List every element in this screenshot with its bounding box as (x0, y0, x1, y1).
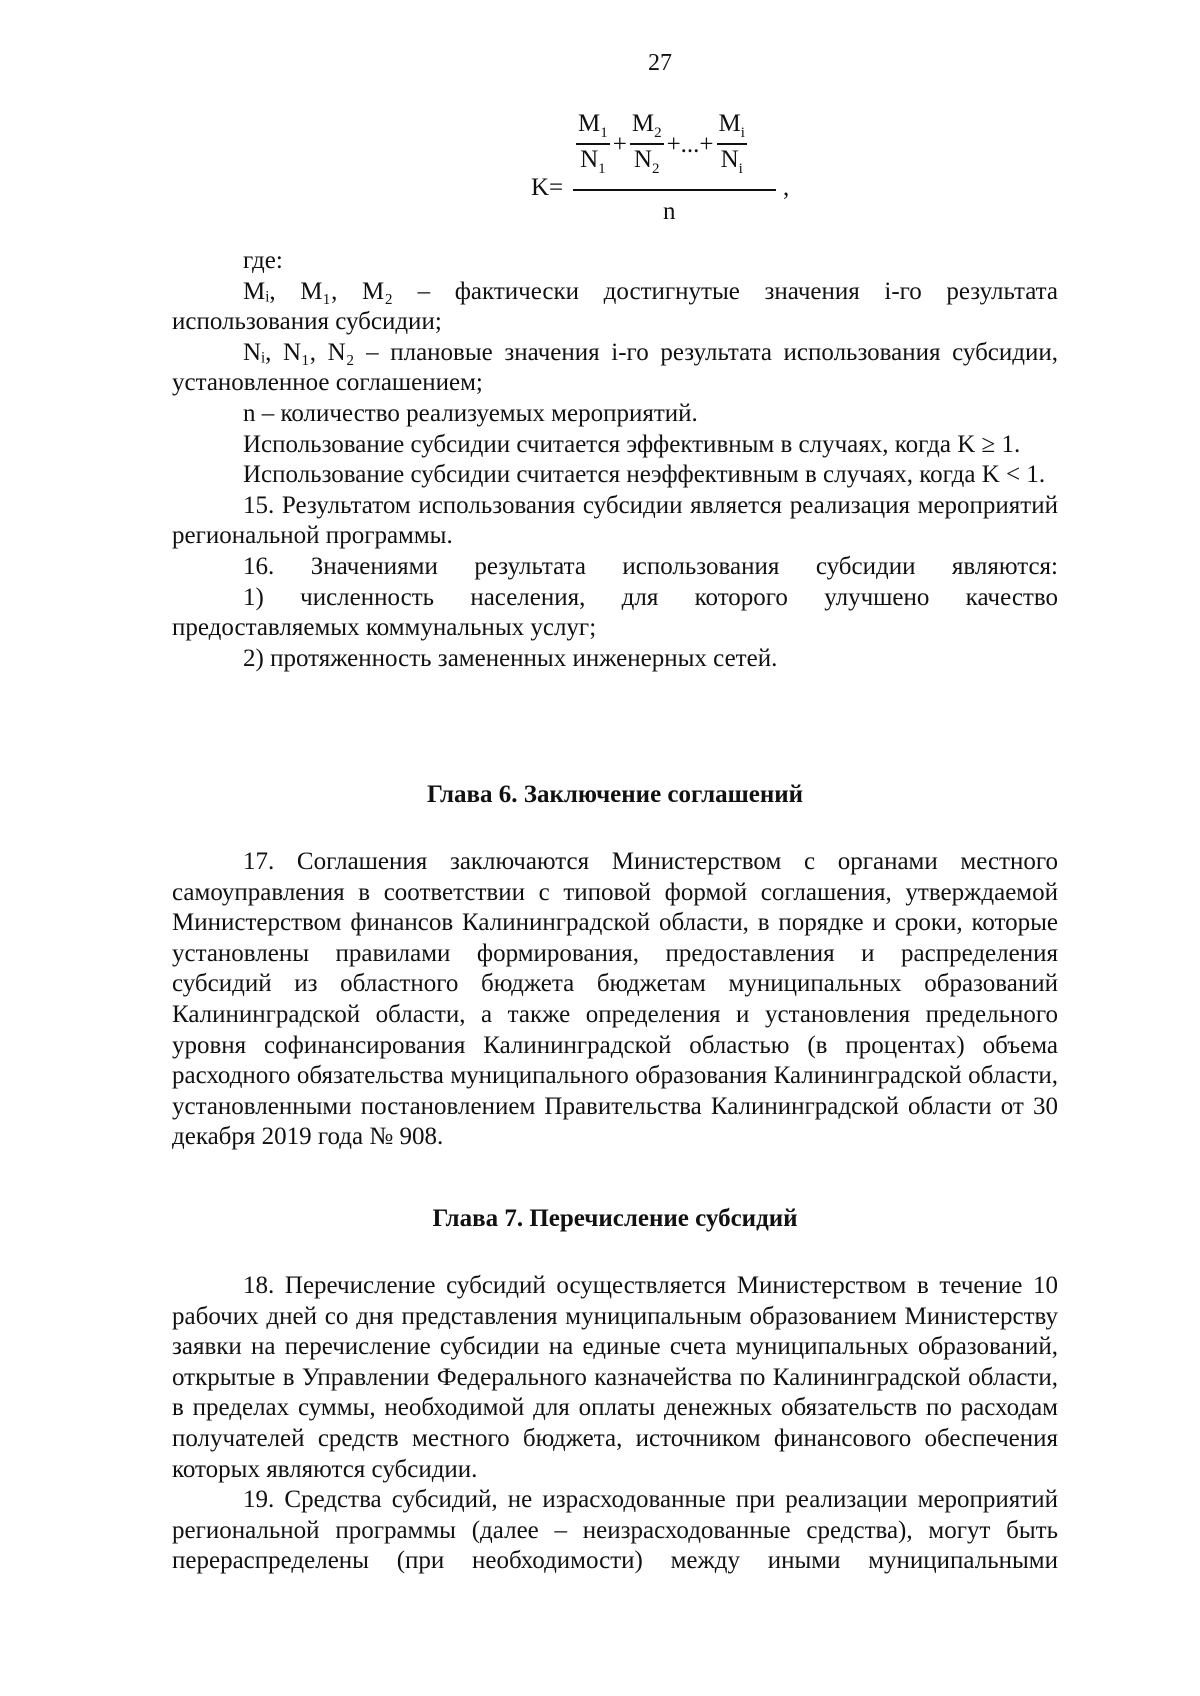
paragraph-count-definition: n – количество реализуемых мероприятий. (243, 399, 698, 427)
paragraph-ineffective: Использование субсидии считается неэффективным в случаях, когда K < 1. (243, 461, 1046, 489)
formula-fraction-bar (573, 189, 776, 191)
formula-term-i: $\frac{M_i}{N_i}$ (718, 110, 745, 177)
paragraph-16-item-2: 2) протяженность замененных инженерных сетей. (243, 644, 778, 672)
chapter-6-body (172, 847, 1058, 1153)
definitions-block (172, 246, 1058, 674)
formula-term-1: $\frac{M_1}{N_1}$ (578, 110, 608, 177)
formula-comma: , (783, 174, 790, 201)
chapter-6-heading: Глава 6. Заключение соглашений (426, 781, 804, 808)
formula-denominator: n (663, 198, 676, 225)
chapter-7-body (172, 1271, 1058, 1577)
formula-lhs: K= (531, 174, 564, 201)
paragraph-n-definition: Nᵢ, N₁, N₂ – плановые значения i-го результата использования субсидии, установленное соглашением; (172, 338, 1058, 397)
paragraph-15: 15. Результатом использования субсидии является реализация мероприятий региональной программы. (172, 491, 1058, 550)
paragraph-19: 19. Средства субсидий, не израсходованные при реализации мероприятий региональной программы (далее – неизрасходованные средства), могут быть перераспределены (при необходимости) между иными муниципальными (172, 1486, 1058, 1575)
page-number: 27 (648, 50, 672, 76)
formula-plus-dots: +...+ (666, 130, 714, 158)
paragraph-effective: Использование субсидии считается эффективным в случаях, когда K ≥ 1. (243, 430, 1021, 458)
paragraph-18: 18. Перечисление субсидий осуществляется Министерством в течение 10 рабочих дней со дня представления муниципальным образованием Министерству заявки на перечисление субсидии на единые счета муниципальных образований, открытые в Управлении Федерального казначейства по Калининградской области, в пределах суммы, необходимой для оплаты денежных обязательств по расходам получателей средств местного бюджета, источником финансового обеспечения которых являются субсидии. (172, 1272, 1058, 1483)
chapter-7-heading: Глава 7. Перечисление субсидий (432, 1205, 798, 1232)
formula-term-2: $\frac{M_2}{N_2}$ (631, 110, 662, 177)
paragraph-16: 16. Значениями результата использования субсидии являются: (243, 552, 1058, 580)
paragraph-16-item-1: 1) численность населения, для которого улучшено качество предоставляемых коммунальных услуг; (172, 583, 1058, 642)
paragraph-m-definition: Mᵢ, M₁, M₂ – фактически достигнутые значения i-го результата использования субсидии; (172, 277, 1058, 336)
formula-plus: + (612, 130, 627, 158)
formula-numerator (575, 111, 748, 177)
paragraph-17: 17. Соглашения заключаются Министерством с органами местного самоуправления в соответствии с типовой формой соглашения, утверждаемой Министерством финансов Калининградской области, в порядке и сроки, которые установлены правилами формирования, предоставления и распределения субсидий из областного бюджета бюджетам муниципальных образований Калининградской области, а также определения и установления предельного уровня софинансирования Калининградской областью (в процентах) объема расходного обязательства муниципального образования Калининградской области, установленными постановлением Правительства Калининградской области от 30 декабря 2019 года № 908. (172, 848, 1058, 1151)
paragraph-where: где: (243, 247, 283, 274)
